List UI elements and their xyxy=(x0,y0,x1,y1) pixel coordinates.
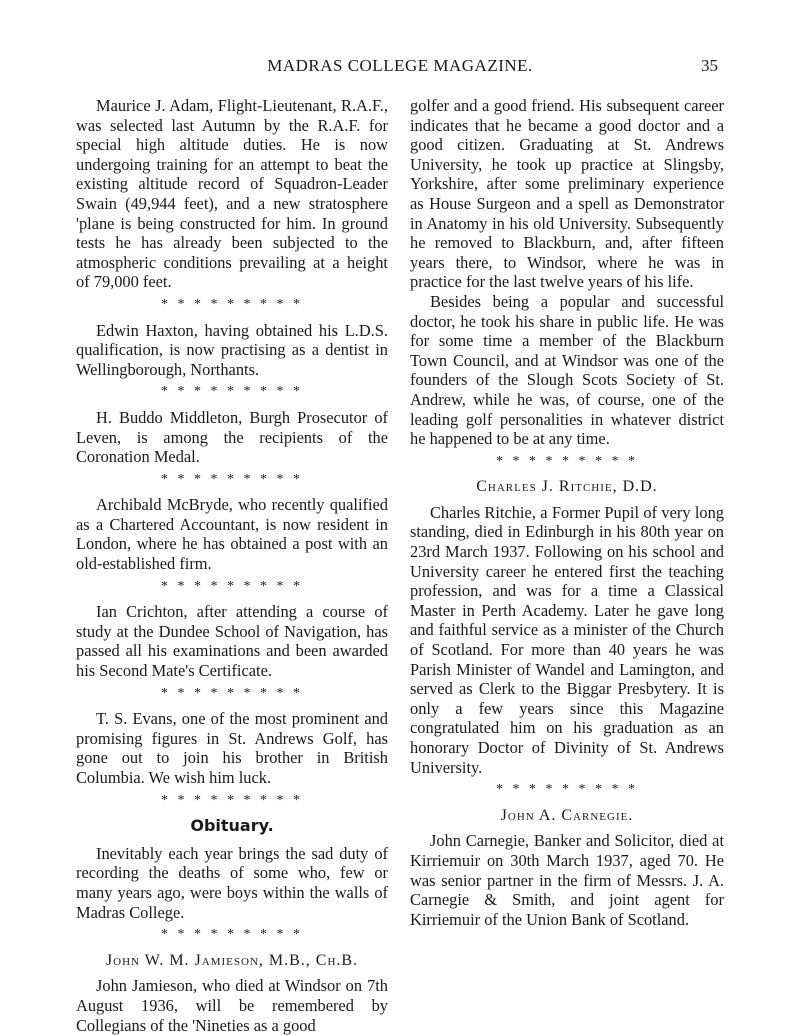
separator-stars: * * * * * * * * * xyxy=(161,927,303,943)
obituary-heading: Obituary. xyxy=(190,816,274,836)
obituary-text-jamieson-start: John Jamieson, who died at Windsor on 7th August 1936, will be remembered by Collegians of the 'Nineties as a good xyxy=(76,976,388,1035)
separator-stars: * * * * * * * * * xyxy=(161,685,303,701)
obituary-text-carnegie: John Carnegie, Banker and Solicitor, died at Kirriemuir on 30th March 1937, aged 70. He was senior partner in the firm of Messrs. J. A. Carnegie & Smith, and joint agent for Kirriemuir of the Union Bank of Scotland. xyxy=(410,831,724,929)
news-item-crichton: Ian Crichton, after attending a course of study at the Dundee School of Navigation, has passed all his examinations and been awarded his Second Mate's Certificate. xyxy=(76,602,388,681)
separator-stars: * * * * * * * * * xyxy=(161,792,303,808)
obituary-name-ritchie: Charles J. Ritchie, D.D. xyxy=(476,478,658,496)
news-item-evans: T. S. Evans, one of the most prominent and promising figures in St. Andrews Golf, has gone out to join his brother in British Columbia. We wish him luck. xyxy=(76,709,388,787)
separator-stars: * * * * * * * * * xyxy=(161,471,303,487)
obituary-name-carnegie: John A. Carnegie. xyxy=(500,806,634,824)
obituary-intro: Inevitably each year brings the sad duty of recording the deaths of some who, few or many years ago, were boys within the walls of Madras College. xyxy=(76,843,388,922)
page-number: 35 xyxy=(701,56,718,75)
news-item-adam: Maurice J. Adam, Flight-Lieutenant, R.A.F., was selected last Autumn by the R.A.F. for special high altitude duties. He is now undergoing training for an attempt to beat the existing altitude record of Squadron-Leader Swain (49,944 feet), and a new stratosphere 'plane is being constructed for him. In ground tests he has already been subjected to the atmospheric conditions prevailing at a height of 79,000 feet. xyxy=(76,96,388,292)
obituary-name-jamieson: John W. M. Jamieson, M.B., Ch.B. xyxy=(105,951,359,969)
separator-stars: * * * * * * * * * xyxy=(161,296,303,312)
obituary-text-jamieson-continued: golfer and a good friend. His subsequent career indicates that he became a good doctor and a good citizen. Graduating at St. Andrews University, he took up practice at Slingsby, Yorkshire, after some preliminary experience as House Surgeon and a spell as Demonstrator in Anatomy in his old University. Subsequently he removed to Blackburn, and, after fifteen years there, to Windsor, where he was in practice for the last twelve years of his life. xyxy=(410,96,724,292)
running-title: MADRAS COLLEGE MAGAZINE. xyxy=(267,56,533,75)
right-column xyxy=(410,96,724,929)
separator-stars: * * * * * * * * * xyxy=(161,384,303,400)
separator-stars: * * * * * * * * * xyxy=(496,782,638,798)
separator-stars: * * * * * * * * * xyxy=(161,578,303,594)
obituary-text-jamieson-public-life: Besides being a popular and successful doctor, he took his share in public life. He was for some time a member of the Blackburn Town Council, and at Windsor was one of the founders of the Slough Scots Society of St. Andrew, while he was, of course, one of the leading golf personalities in whatever district he happened to be at any time. xyxy=(410,291,724,449)
page-header xyxy=(0,56,800,80)
obituary-text-ritchie: Charles Ritchie, a Former Pupil of very long standing, died in Edinburgh in his 80th year on 23rd March 1937. Following on his school and University career he entered first the teaching profession, and was for a time a Classical Master in Perth Academy. Later he gave long and faithful service as a minister of the Church of Scotland. For more than 40 years he was Parish Minister of Wandel and Lamington, and served as Clerk to the Biggar Presbytery. It is only a few years since this Magazine congratulated him on his graduation as an honorary Doctor of Divinity of St. Andrews University. xyxy=(410,502,724,777)
left-column xyxy=(76,96,388,1035)
news-item-haxton: Edwin Haxton, having obtained his L.D.S. qualification, is now practising as a dentist in Wellingborough, Northants. xyxy=(76,320,388,379)
news-item-middleton: H. Buddo Middleton, Burgh Prosecutor of Leven, is among the recipients of the Coronation Medal. xyxy=(76,407,388,467)
separator-stars: * * * * * * * * * xyxy=(496,453,638,469)
news-item-mcbryde: Archibald McBryde, who recently qualified as a Chartered Accountant, is now resident in London, where he has obtained a post with an old-established firm. xyxy=(76,495,388,574)
